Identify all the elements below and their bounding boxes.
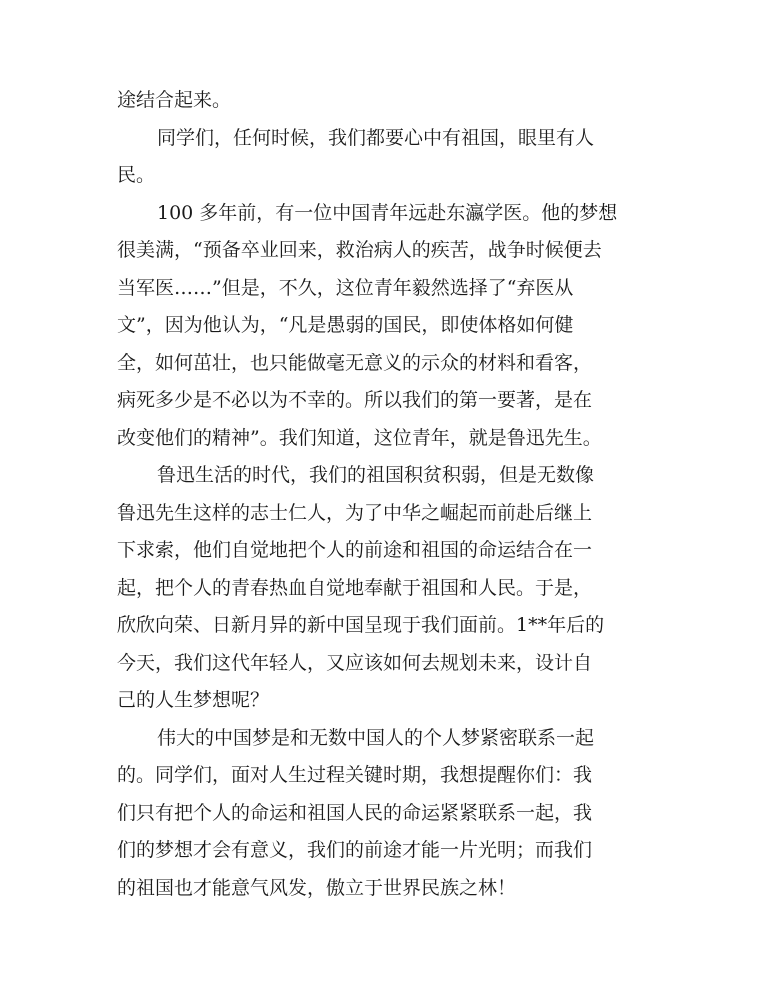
text-line: 当军医……”但是，不久，这位青年毅然选择了“弃医从 — [117, 276, 574, 299]
text-line: 病死多少是不必以为不幸的。所以我们的第一要著，是在 — [117, 389, 593, 411]
text-line: 们只有把个人的命运和祖国人民的命运紧紧联系一起，我 — [117, 801, 593, 824]
text-line: 们的梦想才会有意义，我们的前途才能一片光明；而我们 — [117, 839, 593, 861]
text-line: 己的人生梦想呢？ — [117, 689, 270, 711]
text-line: 途结合起来。 — [117, 89, 232, 111]
body-text — [117, 82, 657, 907]
text-line: 今天，我们这代年轻人，又应该如何去规划未来，设计自 — [117, 651, 593, 674]
text-line: 民。 — [117, 164, 156, 186]
text-line: 鲁迅先生这样的志士仁人，为了中华之崛起而前赴后继上 — [117, 501, 593, 524]
text-line: 的祖国也才能意气风发，傲立于世界民族之林！ — [117, 876, 517, 899]
text-line: 伟大的中国梦是和无数中国人的个人梦紧密联系一起 — [157, 726, 595, 749]
text-line: 很美满，“预备卒业回来，救治病人的疾苦，战争时候便去 — [117, 239, 602, 261]
text-line: 欣欣向荣、日新月异的新中国呈现于我们面前。1**年后的 — [117, 614, 605, 636]
text-line: 文”，因为他认为，“凡是愚弱的国民，即使体格如何健 — [117, 314, 574, 336]
text-line: 全，如何茁壮，也只能做毫无意义的示众的材料和看客， — [117, 351, 593, 374]
text-line: 下求索，他们自觉地把个人的前途和祖国的命运结合在一 — [117, 539, 593, 561]
text-line: 的。同学们，面对人生过程关键时期，我想提醒你们：我 — [117, 764, 593, 786]
text-line: 鲁迅生活的时代，我们的祖国积贫积弱，但是无数像 — [157, 464, 595, 486]
text-line: 100 多年前，有一位中国青年远赴东瀛学医。他的梦想 — [157, 201, 618, 224]
text-line: 起，把个人的青春热血自觉地奉献于祖国和人民。于是， — [117, 576, 593, 599]
text-line: 改变他们的精神”。我们知道，这位青年，就是鲁迅先生。 — [117, 426, 602, 449]
text-line: 同学们，任何时候，我们都要心中有祖国，眼里有人 — [157, 126, 595, 149]
